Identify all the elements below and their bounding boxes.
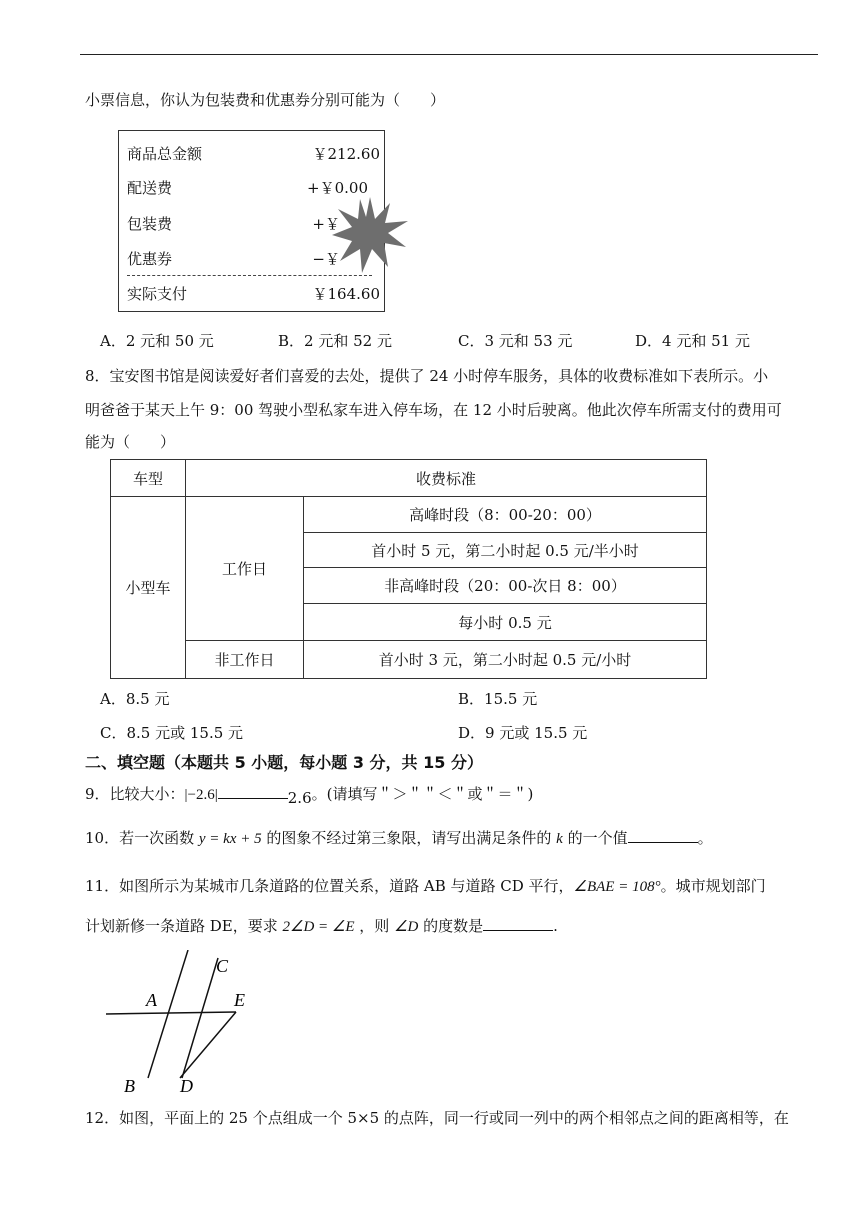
- receipt-value: ￥164.60: [312, 285, 380, 303]
- receipt-label: 实际支付: [127, 285, 188, 303]
- receipt-row-total: [127, 143, 380, 165]
- cell-peak-rule: 首小时 5 元，第二小时起 0.5 元/半小时: [304, 533, 707, 568]
- q9-prefix: 9．比较大小：: [85, 785, 185, 803]
- cell-car-small: 小型车: [111, 497, 186, 679]
- q8-line-1: 8．宝安图书馆是阅读爱好者们喜爱的去处，提供了 24 小时停车服务，具体的收费标准如下表所示。小: [85, 367, 769, 385]
- q10-answer-blank[interactable]: [628, 828, 698, 843]
- q9: [85, 784, 533, 805]
- road-de-line: [180, 1012, 236, 1078]
- q7-option-a: A．2 元和 50 元: [100, 332, 214, 350]
- label-d: D: [180, 1076, 193, 1096]
- q11-condition: 2∠D = ∠E: [282, 919, 355, 935]
- q10-suffix: 的一个值: [562, 829, 628, 847]
- receipt-value: +￥0.00: [307, 179, 368, 197]
- q11-text: ，则: [354, 917, 395, 935]
- q8-option-c: C．8.5 元或 15.5 元: [100, 724, 244, 742]
- roads-figure: [100, 950, 270, 1100]
- q8-line-3: 能为（ ）: [85, 433, 176, 451]
- receipt-value: ￥212.60: [312, 145, 380, 163]
- q8-option-b: B．15.5 元: [458, 690, 538, 708]
- q11-text: 11．如图所示为某城市几条道路的位置关系，道路 AB 与道路 CD 平行，: [85, 877, 574, 895]
- q10-k: k: [556, 831, 563, 847]
- q8-option-d: D．9 元或 15.5 元: [458, 724, 588, 742]
- receipt-value: +￥: [312, 215, 340, 233]
- q11-line-1: [85, 876, 766, 897]
- q10-prefix: 10．若一次函数: [85, 829, 199, 847]
- cell-peak-title: 高峰时段（8：00-20：00）: [304, 497, 707, 533]
- q10-formula: y = kx + 5: [198, 831, 262, 847]
- q11-answer-blank[interactable]: [483, 916, 553, 931]
- receipt-label: 商品总金额: [127, 145, 203, 163]
- receipt-label: 包装费: [127, 215, 173, 233]
- q11-text-end: 。城市规划部门: [660, 877, 766, 895]
- q9-rhs: 2.6: [287, 789, 312, 807]
- q10-middle: 的图象不经过第三象限，请写出满足条件的: [261, 829, 557, 847]
- cell-nonworkday-rule: 首小时 3 元，第二小时起 0.5 元/小时: [304, 641, 707, 679]
- section-heading: 二、填空题（本题共 5 小题，每小题 3 分，共 15 分）: [85, 753, 483, 772]
- receipt-row-paid: [127, 283, 380, 305]
- receipt-value: −￥: [312, 250, 340, 268]
- q11-text: 计划新修一条道路 DE，要求: [85, 917, 283, 935]
- q8-option-a: A．8.5 元: [100, 690, 170, 708]
- label-a: A: [146, 990, 157, 1010]
- cell-offpeak-rule: 每小时 0.5 元: [304, 604, 707, 641]
- cell-workday: 工作日: [186, 497, 304, 641]
- q9-suffix: 。(请填写＂＞＂＂＜＂或＂＝＂): [311, 785, 534, 803]
- q7-option-c: C．3 元和 53 元: [458, 332, 573, 350]
- cell-offpeak-title: 非高峰时段（20：00-次日 8：00）: [304, 568, 707, 604]
- q7-option-d: D．4 元和 51 元: [635, 332, 750, 350]
- q11-end: .: [553, 917, 558, 935]
- q9-abs: |−2.6|: [184, 787, 218, 803]
- cell-nonworkday: 非工作日: [186, 641, 304, 679]
- label-c: C: [216, 956, 229, 976]
- q7-stem-tail: 小票信息，你认为包装费和优惠券分别可能为（ ）: [85, 91, 446, 109]
- q11-angle-bae: ∠BAE = 108°: [573, 879, 661, 895]
- q10-end: 。: [697, 829, 713, 847]
- q12-line-1: 12．如图，平面上的 25 个点组成一个 5×5 的点阵，同一行或同一列中的两个相邻点之间的距离相等，在: [85, 1109, 789, 1127]
- header-car-type: 车型: [111, 460, 186, 497]
- receipt-label: 优惠券: [127, 250, 173, 268]
- header-fee-standard: 收费标准: [186, 460, 707, 497]
- receipt-divider: [127, 275, 372, 276]
- header-rule: [80, 54, 818, 55]
- q10: [85, 828, 713, 849]
- road-cd-line: [182, 958, 218, 1078]
- parking-fee-table: [110, 459, 707, 679]
- stain-burst-icon: [330, 195, 410, 275]
- q11-angle-d: ∠D: [394, 919, 419, 935]
- label-b: B: [124, 1076, 135, 1096]
- q11-line-2: [85, 916, 558, 937]
- receipt-label: 配送费: [127, 179, 173, 197]
- q7-option-b: B．2 元和 52 元: [278, 332, 392, 350]
- q9-answer-blank[interactable]: [218, 784, 288, 799]
- q11-text: 的度数是: [418, 917, 484, 935]
- q8-line-2: 明爸爸于某天上午 9：00 驾驶小型私家车进入停车场，在 12 小时后驶离。他此次停车所需支付的费用可: [85, 401, 782, 419]
- horizontal-road-line: [106, 1012, 236, 1014]
- label-e: E: [234, 990, 245, 1010]
